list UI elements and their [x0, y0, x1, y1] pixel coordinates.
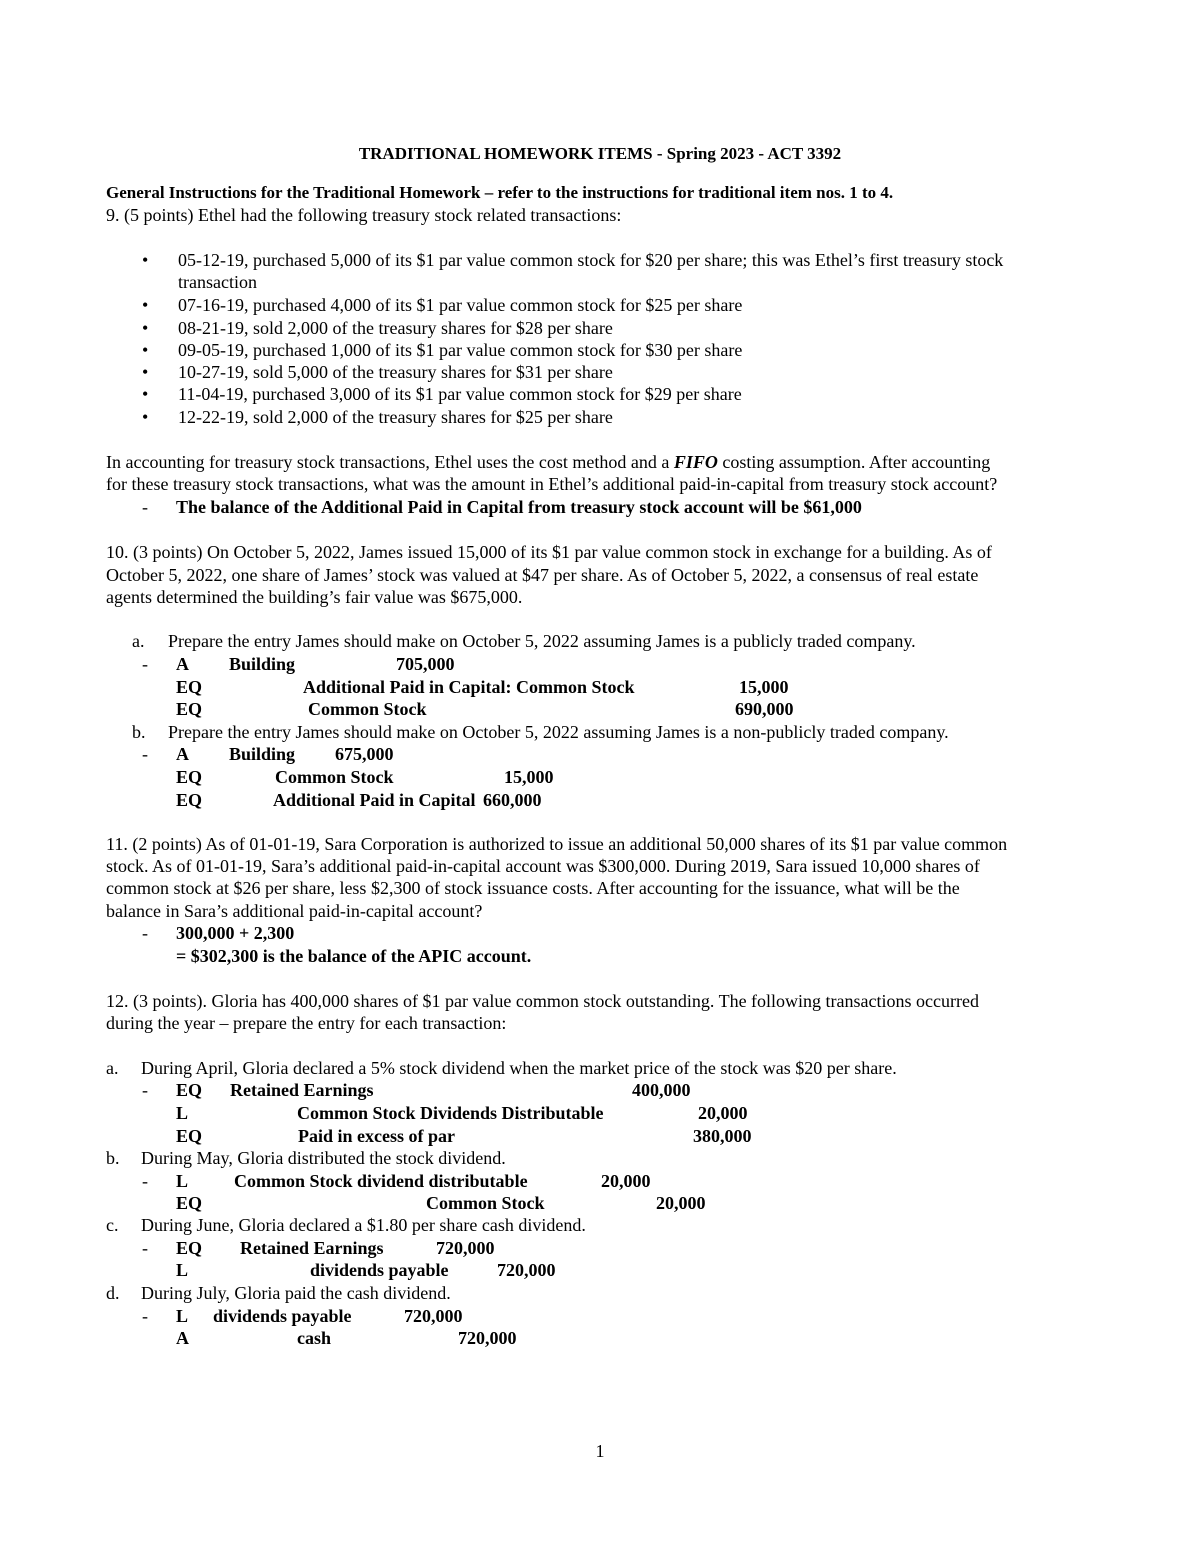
dash-marker: -	[142, 1080, 148, 1100]
q12-line: 12. (3 points). Gloria has 400,000 shares of $1 par value common stock outstanding. The following transactions occurred	[106, 991, 979, 1011]
q11-line: 11. (2 points) As of 01-01-19, Sara Corporation is authorized to issue an additional 50,000 shares of its $1 par value common	[106, 834, 1008, 854]
journal-account: Retained Earnings	[240, 1238, 384, 1258]
journal-account: Building	[229, 654, 296, 674]
journal-type: EQ	[176, 1238, 203, 1258]
q9-paragraph-line: for these treasury stock transactions, what was the amount in Ethel’s additional paid-in-capital from treasury stock account?	[106, 474, 998, 494]
journal-account: Common Stock Dividends Distributable	[297, 1103, 604, 1123]
q9-item: 07-16-19, purchased 4,000 of its $1 par value common stock for $25 per share	[178, 295, 743, 315]
q9-paragraph-line	[106, 451, 990, 473]
q10-line: agents determined the building’s fair value was $675,000.	[106, 587, 523, 607]
journal-amount: 705,000	[396, 654, 455, 674]
q9-item: 12-22-19, sold 2,000 of the treasury shares for $25 per share	[178, 407, 613, 427]
bullet-icon: •	[142, 318, 149, 338]
q11-line: common stock at $26 per share, less $2,300 of stock issuance costs. After accounting for the issuance, what will be the	[106, 878, 960, 898]
q9-item: 08-21-19, sold 2,000 of the treasury shares for $28 per share	[178, 318, 613, 338]
journal-amount: 20,000	[601, 1171, 651, 1191]
journal-type: A	[176, 654, 189, 674]
q12-a-letter: a.	[106, 1058, 119, 1078]
journal-type: EQ	[176, 1080, 203, 1100]
q11-line: stock. As of 01-01-19, Sara’s additional paid-in-capital account was $300,000. During 2019, Sara issued 10,000 shares of	[106, 856, 980, 876]
dash-marker: -	[142, 497, 148, 517]
journal-amount: 720,000	[497, 1260, 556, 1280]
journal-type: L	[176, 1171, 189, 1191]
q9-item: 10-27-19, sold 5,000 of the treasury shares for $31 per share	[178, 362, 613, 382]
q12-c-text: During June, Gloria declared a $1.80 per share cash dividend.	[141, 1215, 586, 1235]
journal-amount: 400,000	[632, 1080, 691, 1100]
journal-account: Retained Earnings	[230, 1080, 374, 1100]
journal-account: cash	[297, 1328, 332, 1348]
journal-account: dividends payable	[310, 1260, 449, 1280]
bullet-icon: •	[142, 384, 149, 404]
journal-type: EQ	[176, 1193, 203, 1213]
bullet-icon: •	[142, 340, 149, 360]
q10-a-text: Prepare the entry James should make on October 5, 2022 assuming James is a publicly traded company.	[168, 631, 916, 651]
dash-marker: -	[142, 1238, 148, 1258]
journal-account: Paid in excess of par	[298, 1126, 455, 1146]
q9-item: 05-12-19, purchased 5,000 of its $1 par value common stock for $20 per share; this was Ethel’s first treasury stock	[178, 250, 1004, 270]
dash-marker: -	[142, 1171, 148, 1191]
journal-account: Building	[229, 744, 296, 764]
fifo-emphasis: FIFO	[673, 452, 718, 472]
journal-amount: 720,000	[458, 1328, 517, 1348]
q11-line: balance in Sara’s additional paid-in-capital account?	[106, 901, 483, 921]
journal-account: Additional Paid in Capital	[273, 790, 476, 810]
journal-amount: 15,000	[504, 767, 554, 787]
q12-d-letter: d.	[106, 1283, 120, 1303]
q9-item-continued: transaction	[178, 272, 257, 292]
general-instructions: General Instructions for the Traditional Homework – refer to the instructions for traditional item nos. 1 to 4.	[106, 183, 894, 202]
journal-type: EQ	[176, 699, 203, 719]
journal-amount: 380,000	[693, 1126, 752, 1146]
journal-amount: 675,000	[335, 744, 394, 764]
q12-b-text: During May, Gloria distributed the stock dividend.	[141, 1148, 506, 1168]
q12-line: during the year – prepare the entry for each transaction:	[106, 1013, 507, 1033]
q9-answer: The balance of the Additional Paid in Capital from treasury stock account will be $61,000	[176, 497, 862, 517]
journal-type: L	[176, 1260, 189, 1280]
bullet-icon: •	[142, 295, 149, 315]
q10-line: October 5, 2022, one share of James’ stock was valued at $47 per share. As of October 5, 2022, a consensus of real estate	[106, 565, 979, 585]
q9-text: In accounting for treasury stock transactions, Ethel uses the cost method and a	[106, 452, 670, 472]
bullet-icon: •	[142, 250, 149, 270]
journal-amount: 20,000	[656, 1193, 706, 1213]
journal-type: EQ	[176, 1126, 203, 1146]
q10-b-text: Prepare the entry James should make on October 5, 2022 assuming James is a non-publicly traded company.	[168, 722, 949, 742]
journal-amount: 690,000	[735, 699, 794, 719]
dash-marker: -	[142, 654, 148, 674]
q10-line: 10. (3 points) On October 5, 2022, James issued 15,000 of its $1 par value common stock in exchange for a building. As of	[106, 542, 992, 562]
q9-item: 09-05-19, purchased 1,000 of its $1 par value common stock for $30 per share	[178, 340, 743, 360]
bullet-icon: •	[142, 362, 149, 382]
q12-d-text: During July, Gloria paid the cash dividend.	[141, 1283, 451, 1303]
journal-type: EQ	[176, 767, 203, 787]
q9-text: costing assumption. After accounting	[722, 452, 991, 472]
journal-account: Common Stock	[275, 767, 394, 787]
journal-type: L	[176, 1306, 189, 1326]
dash-marker: -	[142, 744, 148, 764]
q11-answer-calc: 300,000 + 2,300	[176, 923, 295, 943]
q10-a-letter: a.	[132, 631, 145, 651]
journal-amount: 660,000	[483, 790, 542, 810]
journal-account: dividends payable	[213, 1306, 352, 1326]
journal-type: A	[176, 744, 189, 764]
journal-account: Common Stock dividend distributable	[234, 1171, 528, 1191]
q10-b-letter: b.	[132, 722, 146, 742]
journal-amount: 720,000	[404, 1306, 463, 1326]
dash-marker: -	[142, 1306, 148, 1326]
journal-type: EQ	[176, 677, 203, 697]
journal-amount: 15,000	[739, 677, 789, 697]
journal-type: A	[176, 1328, 189, 1348]
page-number: 1	[595, 1441, 605, 1461]
q12-c-letter: c.	[106, 1215, 119, 1235]
q12-b-letter: b.	[106, 1148, 120, 1168]
journal-type: EQ	[176, 790, 203, 810]
journal-account: Common Stock	[426, 1193, 545, 1213]
bullet-icon: •	[142, 407, 149, 427]
q11-answer: = $302,300 is the balance of the APIC account.	[176, 946, 532, 966]
page-title: TRADITIONAL HOMEWORK ITEMS - Spring 2023 - ACT 3392	[358, 144, 842, 163]
dash-marker: -	[142, 923, 148, 943]
journal-amount: 20,000	[698, 1103, 748, 1123]
journal-amount: 720,000	[436, 1238, 495, 1258]
journal-account: Additional Paid in Capital: Common Stock	[303, 677, 635, 697]
journal-account: Common Stock	[308, 699, 427, 719]
q9-item: 11-04-19, purchased 3,000 of its $1 par value common stock for $29 per share	[178, 384, 742, 404]
journal-type: L	[176, 1103, 189, 1123]
q12-a-text: During April, Gloria declared a 5% stock dividend when the market price of the stock was $20 per share.	[141, 1058, 897, 1078]
q9-intro: 9. (5 points) Ethel had the following treasury stock related transactions:	[106, 205, 622, 225]
